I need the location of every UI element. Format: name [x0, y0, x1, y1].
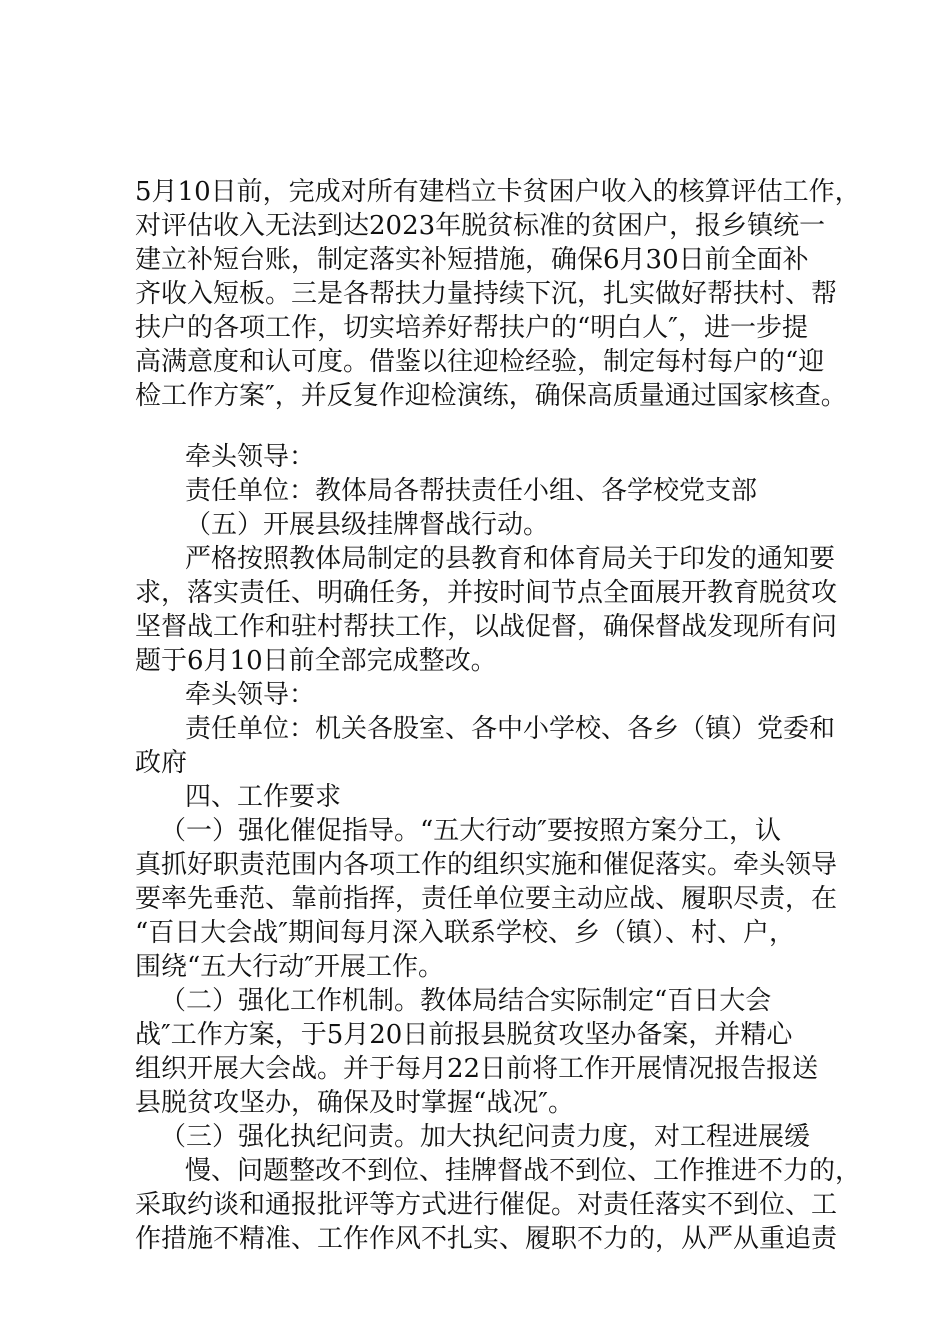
text-line: 严格按照教体局制定的县教育和体育局关于印发的通知要 [185, 544, 836, 574]
responsible-unit-line: 责任单位：机关各股室、各中小学校、各乡（镇）党委和 [185, 714, 836, 744]
text-line: 政府 [135, 748, 188, 778]
text-line: 作措施不精准、工作作风不扎实、履职不力的，从严从重追责 [135, 1224, 838, 1254]
text-line: 题于6月10日前全部完成整改。 [135, 646, 497, 676]
text-line: 对评估收入无法到达2023年脱贫标准的贫困户，报乡镇统一 [135, 211, 826, 241]
text-line: 5月10日前，完成对所有建档立卡贫困户收入的核算评估工作， [135, 177, 861, 207]
text-line: “百日大会战″期间每月深入联系学校、乡（镇）、村、户， [135, 918, 796, 948]
text-line: 高满意度和认可度。借鉴以往迎检经验，制定每村每户的“迎 [135, 347, 825, 377]
lead-leader-label: 牵头领导： [185, 680, 316, 710]
section-heading: 四、工作要求 [185, 782, 342, 812]
text-line: （一）强化催促指导。“五大行动″要按照方案分工，认 [160, 816, 782, 846]
text-line: 围绕“五大行动″开展工作。 [135, 952, 445, 982]
text-line: 检工作方案″，并反复作迎检演练，确保高质量通过国家核查。 [135, 381, 847, 411]
text-line: 要率先垂范、靠前指挥，责任单位要主动应战、履职尽责，在 [135, 884, 838, 914]
lead-leader-label: 牵头领导： [185, 442, 316, 472]
text-line: 齐收入短板。三是各帮扶力量持续下沉，扎实做好帮扶村、帮 [135, 279, 838, 309]
responsible-unit-line: 责任单位：教体局各帮扶责任小组、各学校党支部 [185, 476, 758, 506]
text-line: 扶户的各项工作，切实培养好帮扶户的“明白人″，进一步提 [135, 313, 809, 343]
text-line: （二）强化工作机制。教体局结合实际制定“百日大会 [160, 986, 772, 1016]
text-line: 建立补短台账，制定落实补短措施，确保6月30日前全面补 [135, 245, 809, 275]
text-line: 采取约谈和通报批评等方式进行催促。对责任落实不到位、工 [135, 1190, 838, 1220]
section-heading: （五）开展县级挂牌督战行动。 [185, 510, 550, 540]
text-line: 战″工作方案，于5月20日前报县脱贫攻坚办备案，并精心 [135, 1020, 793, 1050]
text-line: 慢、问题整改不到位、挂牌督战不到位、工作推进不力的， [185, 1156, 862, 1186]
text-line: 求，落实责任、明确任务，并按时间节点全面展开教育脱贫攻 [135, 578, 838, 608]
text-line: 真抓好职责范围内各项工作的组织实施和催促落实。牵头领导 [135, 850, 838, 880]
text-line: 县脱贫攻坚办，确保及时掌握“战况″。 [135, 1088, 575, 1118]
text-line: 组织开展大会战。并于每月22日前将工作开展情况报告报送 [135, 1054, 819, 1084]
text-line: 坚督战工作和驻村帮扶工作，以战促督，确保督战发现所有问 [135, 612, 838, 642]
text-line: （三）强化执纪问责。加大执纪问责力度，对工程进展缓 [160, 1122, 811, 1152]
